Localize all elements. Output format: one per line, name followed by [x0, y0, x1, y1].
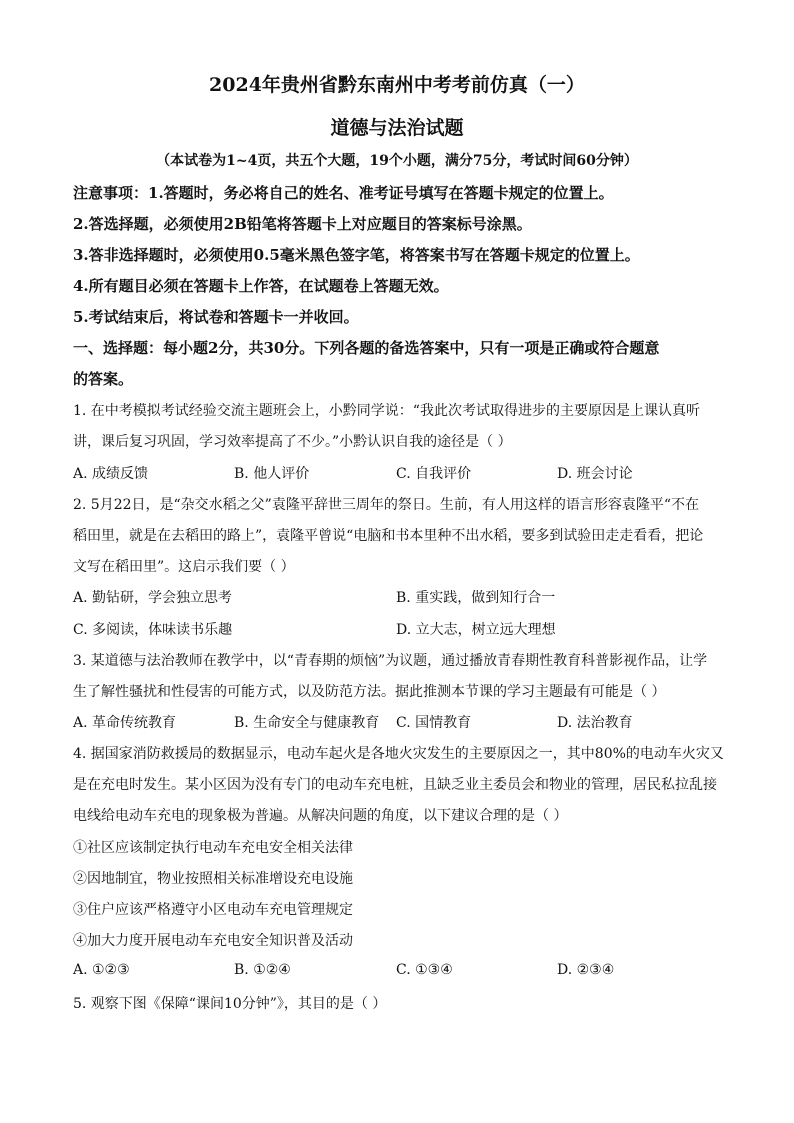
q3-option-b: B. 生命安全与健康教育 — [234, 715, 380, 731]
exam-title: 2024年贵州省黔东南州中考考前仿真（一） — [209, 74, 585, 96]
q2-stem-line-1: 2. 5月22日，是“杂交水稻之父”袁隆平辞世三周年的祭日。生前，有人用这样的语言形容袁隆平“不在 — [73, 497, 699, 513]
subject-title: 道德与法治试题 — [330, 117, 464, 139]
q4-option-c: C. ①③④ — [396, 962, 453, 978]
q4-option-b: B. ①②④ — [234, 962, 291, 978]
q4-stem-line-3: 电线给电动车充电的现象极为普遍。从解决问题的角度，以下建议合理的是（ ） — [73, 808, 568, 824]
q4-option-a: A. ①②③ — [73, 962, 130, 978]
q3-option-a: A. 革命传统教育 — [73, 715, 177, 731]
q1-stem-line-2: 讲，课后复习巩固，学习效率提高了不少。”小黔认识自我的途径是（ ） — [73, 434, 512, 450]
q3-stem-line-1: 3. 某道德与法治教师在教学中，以“青春期的烦恼”为议题，通过播放青春期性教育科普影视作品，让学 — [73, 653, 708, 669]
q5-stem-line-1: 5. 观察下图《保障“课间10分钟”》，其目的是（ ） — [73, 996, 387, 1012]
q4-item-4: ④加大力度开展电动车充电安全知识普及活动 — [73, 933, 353, 949]
q3-option-c: C. 国情教育 — [396, 715, 472, 731]
note-4: 4.所有题目必须在答题卡上作答，在试题卷上答题无效。 — [73, 277, 449, 295]
q1-option-d: D. 班会讨论 — [557, 466, 633, 482]
q4-stem-line-2: 是在充电时发生。某小区因为没有专门的电动车充电桩，且缺乏业主委员会和物业的管理，居民私拉乱接 — [73, 777, 717, 793]
exam-info: （本试卷为1~4页，共五个大题，19个小题，满分75分，考试时间60分钟） — [156, 153, 638, 169]
note-5: 5.考试结束后，将试卷和答题卡一并收回。 — [73, 308, 359, 326]
q3-stem-line-2: 生了解性骚扰和性侵害的可能方式，以及防范方法。据此推测本节课的学习主题最有可能是（ ） — [73, 684, 666, 700]
q4-stem-line-1: 4. 据国家消防救援局的数据显示，电动车起火是各地火灾发生的主要原因之一，其中80%的电动车火灾又 — [73, 746, 724, 762]
q4-item-3: ③住户应该严格遵守小区电动车充电管理规定 — [73, 902, 353, 918]
note-3: 3.答非选择题时，必须使用0.5毫米黑色签字笔，将答案书写在答题卡规定的位置上。 — [73, 246, 640, 264]
q1-option-c: C. 自我评价 — [396, 466, 472, 482]
q2-option-a: A. 勤钻研，学会独立思考 — [73, 590, 233, 606]
q3-option-d: D. 法治教育 — [557, 715, 633, 731]
q2-option-b: B. 重实践，做到知行合一 — [396, 590, 556, 606]
q4-option-d: D. ②③④ — [557, 962, 615, 978]
q2-option-d: D. 立大志，树立远大理想 — [396, 622, 556, 638]
q1-option-a: A. 成绩反馈 — [73, 466, 149, 482]
q2-stem-line-3: 文写在稻田里”。这启示我们要（ ） — [73, 559, 295, 575]
q1-option-b: B. 他人评价 — [234, 466, 310, 482]
q4-item-1: ①社区应该制定执行电动车充电安全相关法律 — [73, 840, 353, 856]
q2-option-c: C. 多阅读，体味读书乐趣 — [73, 622, 233, 638]
q4-item-2: ②因地制宜，物业按照相关标准增设充电设施 — [73, 871, 353, 887]
q1-stem-line-1: 1. 在中考模拟考试经验交流主题班会上，小黔同学说：“我此次考试取得进步的主要原因是上课认真听 — [73, 403, 700, 419]
section-heading-line-2: 的答案。 — [73, 370, 134, 388]
q2-stem-line-2: 稻田里，就是在去稻田的路上”，袁隆平曾说“电脑和书本里种不出水稻，要多到试验田走走看看，把论 — [73, 528, 704, 544]
note-2: 2.答选择题，必须使用2B铅笔将答题卡上对应题目的答案标号涂黑。 — [73, 215, 532, 233]
section-heading-line-1: 一、选择题：每小题2分，共30分。下列各题的备选答案中，只有一项是正确或符合题意 — [73, 339, 660, 357]
note-1: 注意事项：1.答题时，务必将自己的姓名、准考证号填写在答题卡规定的位置上。 — [73, 184, 614, 202]
